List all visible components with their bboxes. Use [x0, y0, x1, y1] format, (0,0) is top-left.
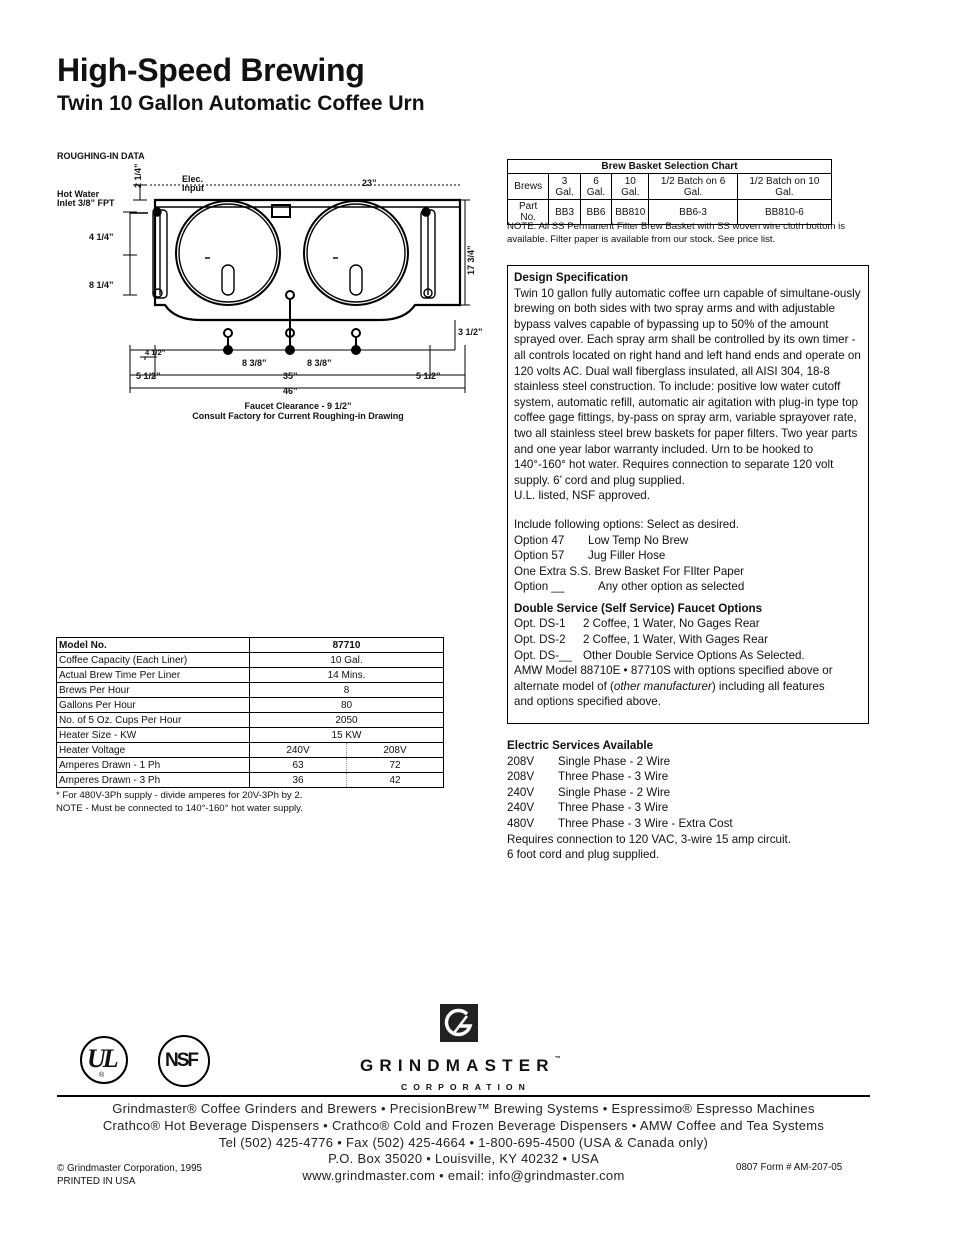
dim-5-1-2-right: 5 1/2” — [416, 371, 441, 381]
option-row — [514, 548, 862, 564]
dim-4-1-4: 4 1/4” — [89, 232, 114, 242]
brew-cell: 3 Gal. — [549, 174, 580, 200]
form-number: 0807 Form # AM-207-05 — [736, 1162, 843, 1173]
printed-in: PRINTED IN USA — [57, 1176, 136, 1187]
note-480v: * For 480V-3Ph supply - divide amperes for 20V-3Ph by 2. — [56, 790, 303, 801]
brew-chart-title: Brew Basket Selection Chart — [508, 160, 832, 174]
dim-8-1-4: 8 1/4” — [89, 280, 114, 290]
footer-line-1: Grindmaster® Coffee Grinders and Brewers • PrecisionBrew™ Brewing Systems • Espressimo® Espresso Machines — [112, 1101, 815, 1116]
spec-notes — [56, 789, 303, 815]
note-hot-water: NOTE - Must be connected to 140°-160° hot water supply. — [56, 803, 303, 814]
spec-value: 240V — [250, 743, 347, 758]
footer-line-5: www.grindmaster.com • email: info@grindmaster.com — [302, 1168, 625, 1184]
ul-registered: ® — [99, 1072, 105, 1079]
voltage: 208V — [507, 770, 535, 784]
footer-line-3: Tel (502) 425-4776 • Fax (502) 425-4664 • 1-800-695-4500 (USA & Canada only) — [218, 1134, 709, 1150]
spec-label: Actual Brew Time Per Liner — [57, 668, 250, 683]
ds-row — [514, 616, 862, 632]
page-subtitle: Twin 10 Gallon Automatic Coffee Urn — [57, 92, 425, 115]
voltage: 240V — [507, 801, 535, 815]
roughing-in-drawing — [50, 165, 490, 425]
spec-label: Brews Per Hour — [57, 683, 250, 698]
part-cell: BB810-6 — [737, 200, 831, 225]
dim-5-1-2-left: 5 1/2” — [136, 371, 161, 381]
model-no-label: Model No. — [57, 638, 250, 653]
ds-value: 2 Coffee, 1 Water, No Gages Rear — [583, 617, 760, 631]
grindmaster-wordmark — [360, 1056, 561, 1076]
dim-8-3-8-b: 8 3/8” — [307, 358, 332, 368]
spec-label: Heater Size - KW — [57, 728, 250, 743]
dim-3-1-2: 3 1/2” — [458, 327, 483, 337]
amw-text: ) including all features — [711, 679, 825, 693]
spec-table — [56, 637, 444, 788]
model-no-value: 87710 — [250, 638, 444, 653]
spec-label: No. of 5 Oz. Cups Per Hour — [57, 713, 250, 728]
hot-water-label-1: Hot Water — [57, 189, 100, 199]
design-spec-title: Design Specification — [514, 271, 629, 284]
footer-line-4: P.O. Box 35020 • Louisville, KY 40232 • USA — [328, 1151, 599, 1167]
spec-label: Heater Voltage — [57, 743, 250, 758]
brew-cell: 1/2 Batch on 10 Gal. — [737, 174, 831, 200]
phase: Three Phase - 3 Wire — [558, 770, 669, 784]
footer-divider — [57, 1095, 870, 1097]
dim-46: 46” — [283, 386, 298, 396]
spec-value: 208V — [347, 743, 444, 758]
amw-line-1: AMW Model 88710E • 87710S with options specified above or — [514, 664, 833, 678]
amw-text: alternate model of ( — [514, 679, 614, 693]
part-cell: BB6 — [580, 200, 611, 225]
amw-line-3: and options specified above. — [514, 695, 661, 709]
ul-logo — [80, 1036, 128, 1084]
design-spec-body: Twin 10 gallon fully automatic coffee urn capable of simultane-ously brewing on both sides with two spray arms and with adjustable bypass valves capable of bypassing up to 50% of the amount sprayed over. Each spray arm shall be controlled by its own timer - all controls located on right hand and left hand ends and operate on 120 volts AC. Dual wall fiberglass insulated, all AISI 304, 18-8 stainless steel construction. To include: positive low water cutoff system, automatic refill, automatic air agitation with plug-in type top coffee gage fittings, by-pass on spray arm, variable sprayover rate, two all stainless steel brew baskets for paper filters. Two year parts and one year labor warranty included. Urn to be hooked to 140°-160° hot water. Requires connection to separate 120 volt supply. 6’ cord and plug supplied. — [514, 286, 861, 487]
corporation-label: CORPORATION — [401, 1082, 531, 1092]
option-key: Option 47 — [514, 533, 565, 547]
brew-basket-chart — [507, 159, 832, 225]
electric-cord: 6 foot cord and plug supplied. — [507, 848, 660, 862]
phase: Three Phase - 3 Wire - Extra Cost — [558, 816, 733, 830]
voltage: 208V — [507, 754, 535, 768]
spec-label: Amperes Drawn - 3 Ph — [57, 773, 250, 788]
electric-req: Requires connection to 120 VAC, 3-wire 15 amp circuit. — [507, 832, 791, 846]
ds-row — [514, 648, 862, 664]
page-title: High-Speed Brewing — [57, 52, 365, 88]
dim-35: 35” — [283, 371, 298, 381]
option-value: Jug Filler Hose — [588, 549, 666, 563]
brew-cell: 1/2 Batch on 6 Gal. — [649, 174, 738, 200]
nsf-logo — [158, 1035, 210, 1087]
copyright-block — [57, 1162, 202, 1188]
spec-value: 2050 — [250, 713, 444, 728]
ds-row — [514, 632, 862, 648]
roughing-in-label: ROUGHING-IN DATA — [57, 151, 145, 161]
ds-key: Opt. DS-2 — [514, 633, 566, 647]
copyright: © Grindmaster Corporation, 1995 — [57, 1163, 202, 1174]
nsf-logo-text: NSF — [165, 1050, 197, 1071]
ul-logo-text: UL — [87, 1044, 116, 1073]
option-row — [514, 579, 862, 595]
listed-text: U.L. listed, NSF approved. — [514, 489, 650, 503]
part-cell: Part No. — [508, 200, 549, 225]
electric-row — [507, 785, 791, 801]
design-specification-box — [507, 265, 869, 724]
phase: Three Phase - 3 Wire — [558, 801, 669, 815]
electric-row — [507, 754, 791, 770]
spec-value: 14 Mins. — [250, 668, 444, 683]
brew-chart-note: NOTE: All SS Permanent Filter Brew Basket with SS woven wire cloth bottom is available. Filter paper is available from our stock. See price list. — [507, 221, 846, 245]
spec-value: 10 Gal. — [250, 653, 444, 668]
ds-value: Other Double Service Options As Selected. — [583, 648, 805, 662]
voltage: 480V — [507, 816, 535, 830]
brew-cell: 6 Gal. — [580, 174, 611, 200]
part-cell: BB3 — [549, 200, 580, 225]
option-key: Option __ — [514, 580, 565, 594]
footer-line-2: Crathco® Hot Beverage Dispensers • Crathco® Cold and Frozen Beverage Dispensers • AMW Coffee and Tea Systems — [102, 1117, 825, 1133]
ds-value: 2 Coffee, 1 Water, With Gages Rear — [583, 633, 768, 647]
electric-row — [507, 800, 791, 816]
amw-italic: other manufacturer — [613, 679, 712, 693]
dim-17-3-4: 17 3/4” — [466, 245, 476, 275]
brew-cell: Brews — [508, 174, 549, 200]
dim-8-3-8-a: 8 3/8” — [242, 358, 267, 368]
part-cell: BB810 — [612, 200, 649, 225]
dim-23: 23” — [362, 178, 377, 188]
electric-services — [507, 738, 791, 863]
dim-2-1-4: 2 1/4” — [133, 163, 143, 188]
spec-label: Gallons Per Hour — [57, 698, 250, 713]
ds-title: Double Service (Self Service) Faucet Options — [514, 601, 763, 615]
option-value: Any other option as selected — [598, 580, 745, 594]
options-intro: Include following options: Select as desired. — [514, 517, 739, 531]
option-key: Option 57 — [514, 549, 565, 563]
spec-value: 42 — [347, 773, 444, 788]
option-value: Low Temp No Brew — [588, 533, 689, 547]
grindmaster-logo-mark — [440, 1004, 478, 1042]
spec-value: 8 — [250, 683, 444, 698]
brand-text: GRINDMASTER — [360, 1056, 555, 1075]
electric-title: Electric Services Available — [507, 739, 654, 752]
ds-key: Opt. DS-__ — [514, 648, 572, 662]
faucet-clearance: Faucet Clearance - 9 1/2” — [244, 401, 352, 411]
extra-basket: One Extra S.S. Brew Basket For FIlter Paper — [514, 564, 745, 578]
elec-input-label-2: Input — [182, 183, 204, 193]
option-row — [514, 533, 862, 549]
ds-key: Opt. DS-1 — [514, 617, 566, 631]
hot-water-label-2: Inlet 3/8” FPT — [57, 198, 115, 208]
consult-factory: Consult Factory for Current Roughing-in Drawing — [192, 410, 404, 421]
trademark: ™ — [554, 1056, 561, 1062]
spec-value: 72 — [347, 758, 444, 773]
amw-line-2 — [514, 679, 862, 695]
electric-row — [507, 769, 791, 785]
spec-value: 15 KW — [250, 728, 444, 743]
brew-cell: 10 Gal. — [612, 174, 649, 200]
elec-input-label-1: Elec. — [182, 174, 204, 184]
dim-4-1-2: 4 1/2” — [145, 348, 166, 357]
phase: Single Phase - 2 Wire — [558, 785, 671, 799]
spec-label: Coffee Capacity (Each Liner) — [57, 653, 250, 668]
g-icon — [440, 1004, 478, 1042]
voltage: 240V — [507, 785, 535, 799]
phase: Single Phase - 2 Wire — [558, 754, 671, 768]
spec-label: Amperes Drawn - 1 Ph — [57, 758, 250, 773]
part-cell: BB6-3 — [649, 200, 738, 225]
spec-value: 63 — [250, 758, 347, 773]
spec-value: 36 — [250, 773, 347, 788]
spec-value: 80 — [250, 698, 444, 713]
electric-row — [507, 816, 791, 832]
